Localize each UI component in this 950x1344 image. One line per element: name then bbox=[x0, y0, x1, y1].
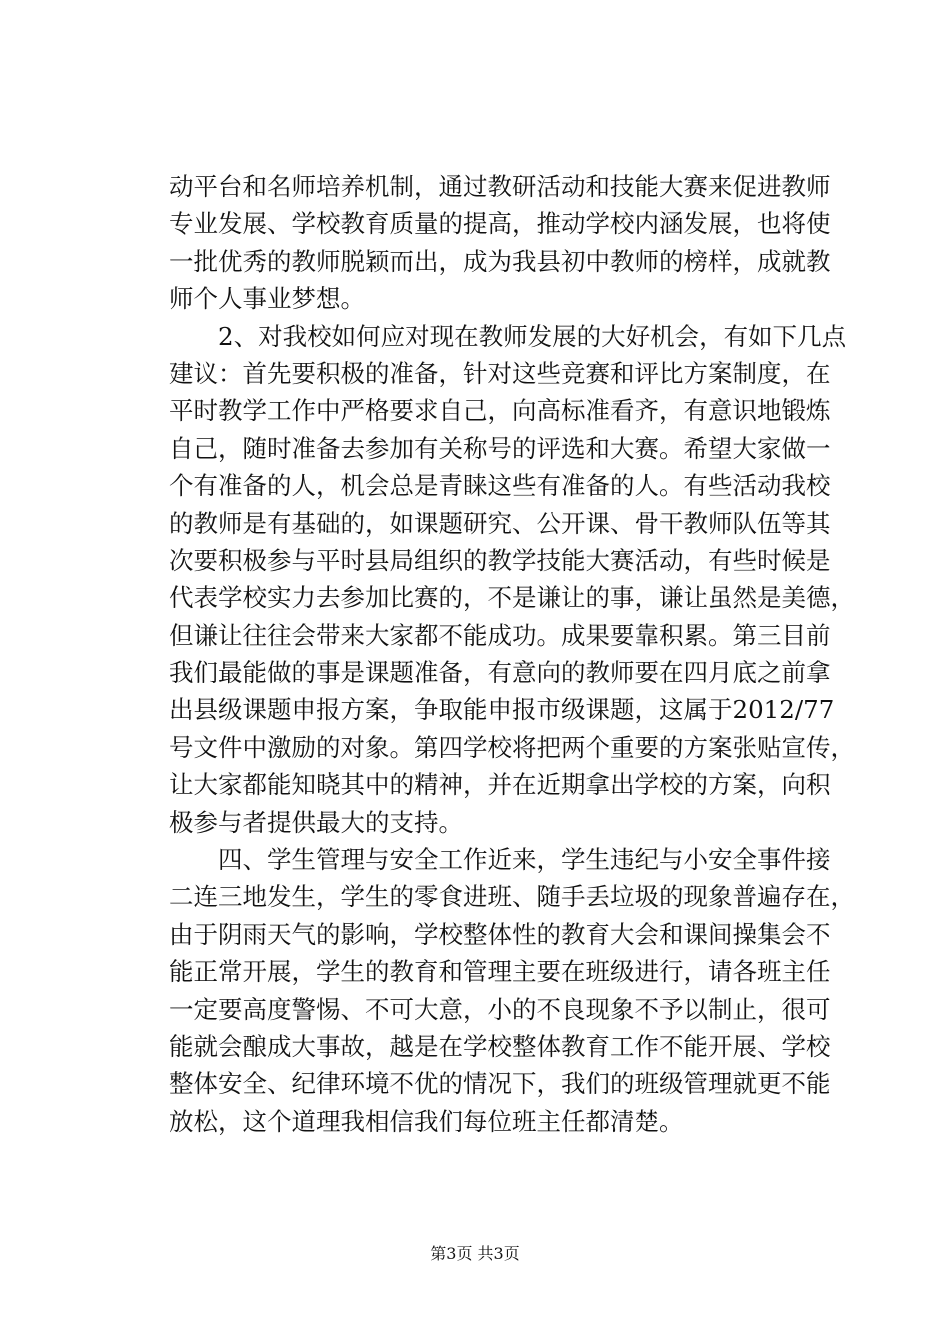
text-line: 号文件中激励的对象。第四学校将把两个重要的方案张贴宣传， bbox=[169, 732, 855, 762]
page-number-footer: 第3页 共3页 bbox=[430, 1244, 520, 1263]
paragraph-start-line: 四、学生管理与安全工作近来，学生违纪与小安全事件接 bbox=[218, 845, 831, 875]
body-text bbox=[169, 168, 855, 1140]
text-line: 极参与者提供最大的支持。 bbox=[169, 807, 463, 837]
text-line: 专业发展、学校教育质量的提高，推动学校内涵发展，也将使 bbox=[169, 209, 831, 239]
text-line: 我们最能做的事是课题准备，有意向的教师要在四月底之前拿 bbox=[169, 658, 831, 688]
text-line: 动平台和名师培养机制，通过教研活动和技能大赛来促进教师 bbox=[169, 172, 831, 201]
text-line: 让大家都能知晓其中的精神，并在近期拿出学校的方案，向积 bbox=[169, 770, 831, 800]
text-line: 二连三地发生，学生的零食进班、随手丢垃圾的现象普遍存在， bbox=[169, 882, 855, 912]
text-line: 建议：首先要积极的准备，针对这些竞赛和评比方案制度，在 bbox=[169, 358, 831, 388]
text-line: 但谦让往往会带来大家都不能成功。成果要靠积累。第三目前 bbox=[169, 620, 831, 650]
text-line: 一定要高度警惕、不可大意，小的不良现象不予以制止，很可 bbox=[169, 994, 831, 1024]
text-line: 自己，随时准备去参加有关称号的评选和大赛。希望大家做一 bbox=[169, 433, 831, 463]
text-line: 师个人事业梦想。 bbox=[169, 284, 365, 314]
text-line: 一批优秀的教师脱颖而出，成为我县初中教师的榜样，成就教 bbox=[169, 246, 831, 276]
text-line: 由于阴雨天气的影响，学校整体性的教育大会和课间操集会不 bbox=[169, 919, 831, 949]
text-line: 次要积极参与平时县局组织的教学技能大赛活动，有些时候是 bbox=[169, 545, 831, 575]
text-line: 的教师是有基础的，如课题研究、公开课、骨干教师队伍等其 bbox=[169, 508, 831, 538]
text-line: 出县级课题申报方案，争取能申报市级课题，这属于2012/77 bbox=[169, 695, 835, 725]
text-line: 个有准备的人，机会总是青睐这些有准备的人。有些活动我校 bbox=[169, 471, 831, 501]
text-line: 能正常开展，学生的教育和管理主要在班级进行，请各班主任 bbox=[169, 957, 831, 987]
text-line: 平时教学工作中严格要求自己，向高标准看齐，有意识地锻炼 bbox=[169, 396, 831, 426]
text-line: 整体安全、纪律环境不优的情况下，我们的班级管理就更不能 bbox=[169, 1069, 831, 1099]
paragraph-start-line: 2、对我校如何应对现在教师发展的大好机会，有如下几点 bbox=[218, 321, 847, 351]
text-line: 代表学校实力去参加比赛的，不是谦让的事，谦让虽然是美德， bbox=[169, 583, 855, 613]
text-line: 放松，这个道理我相信我们每位班主任都清楚。 bbox=[169, 1106, 684, 1136]
text-line: 能就会酿成大事故，越是在学校整体教育工作不能开展、学校 bbox=[169, 1031, 831, 1061]
